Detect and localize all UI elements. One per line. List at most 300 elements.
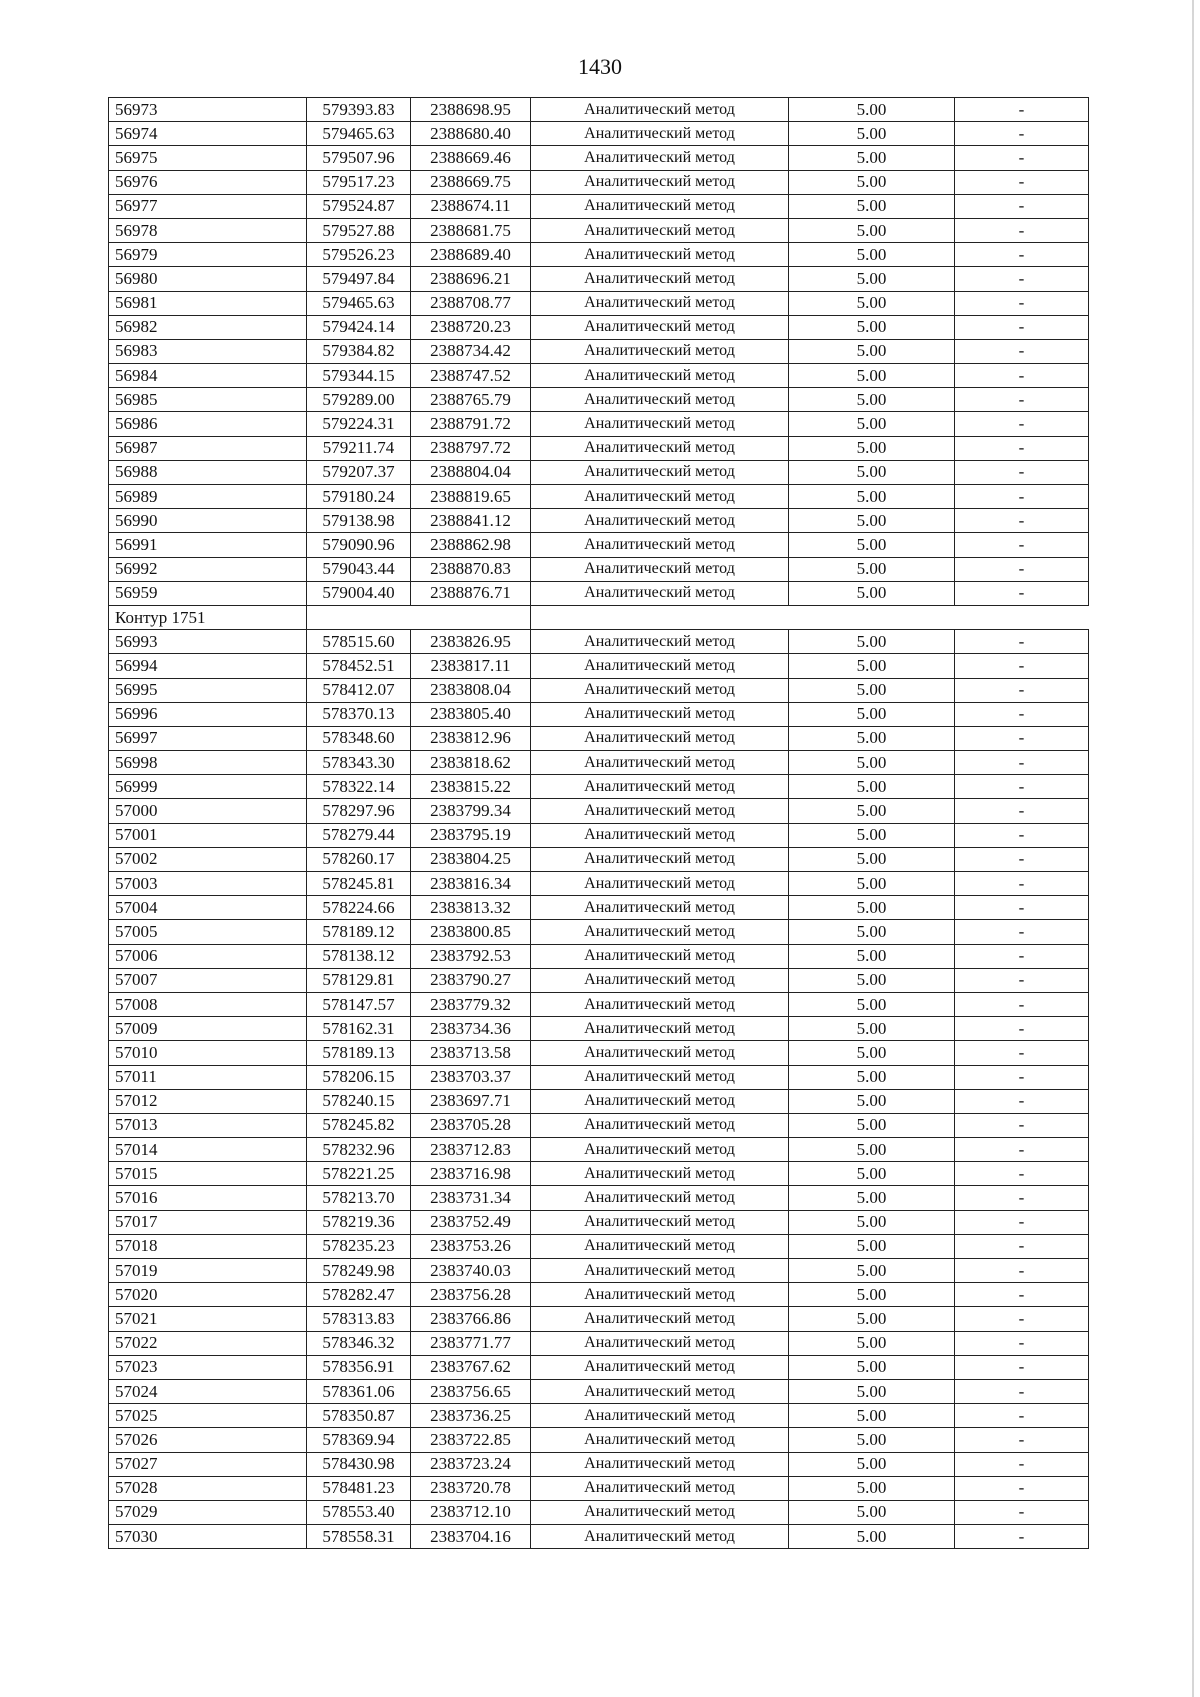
table-row: [109, 1234, 1089, 1258]
note-cell: -: [955, 1138, 1089, 1162]
x-coordinate-cell: 578245.82: [307, 1113, 411, 1137]
table-row: [109, 122, 1089, 146]
accuracy-cell: 5.00: [789, 122, 955, 146]
y-coordinate-cell: 2383704.16: [411, 1525, 531, 1549]
contour-header-row: [109, 605, 1089, 629]
method-cell: Аналитический метод: [531, 194, 789, 218]
y-coordinate-cell: 2383799.34: [411, 799, 531, 823]
note-cell: -: [955, 1476, 1089, 1500]
note-cell: -: [955, 896, 1089, 920]
note-cell: -: [955, 1331, 1089, 1355]
note-cell: -: [955, 1089, 1089, 1113]
note-cell: -: [955, 1452, 1089, 1476]
note-cell: -: [955, 775, 1089, 799]
point-id-cell: 56984: [109, 364, 307, 388]
accuracy-cell: 5.00: [789, 678, 955, 702]
method-cell: Аналитический метод: [531, 509, 789, 533]
accuracy-cell: 5.00: [789, 968, 955, 992]
point-id-cell: 56991: [109, 533, 307, 557]
x-coordinate-cell: 578219.36: [307, 1210, 411, 1234]
note-cell: -: [955, 1065, 1089, 1089]
x-coordinate-cell: 579526.23: [307, 243, 411, 267]
note-cell: -: [955, 847, 1089, 871]
point-id-cell: 56995: [109, 678, 307, 702]
method-cell: Аналитический метод: [531, 1331, 789, 1355]
x-coordinate-cell: 578138.12: [307, 944, 411, 968]
point-id-cell: 56979: [109, 243, 307, 267]
accuracy-cell: 5.00: [789, 1041, 955, 1065]
table-row: [109, 823, 1089, 847]
table-row: [109, 630, 1089, 654]
point-id-cell: 57022: [109, 1331, 307, 1355]
accuracy-cell: 5.00: [789, 630, 955, 654]
x-coordinate-cell: 578515.60: [307, 630, 411, 654]
x-coordinate-cell: 578245.81: [307, 872, 411, 896]
table-row: [109, 847, 1089, 871]
x-coordinate-cell: 578346.32: [307, 1331, 411, 1355]
method-cell: Аналитический метод: [531, 388, 789, 412]
note-cell: -: [955, 678, 1089, 702]
y-coordinate-cell: 2383792.53: [411, 944, 531, 968]
note-cell: -: [955, 412, 1089, 436]
y-coordinate-cell: 2383752.49: [411, 1210, 531, 1234]
note-cell: -: [955, 1162, 1089, 1186]
table-row: [109, 146, 1089, 170]
table-row: [109, 751, 1089, 775]
method-cell: Аналитический метод: [531, 726, 789, 750]
table-row: [109, 775, 1089, 799]
note-cell: -: [955, 992, 1089, 1016]
table-row: [109, 992, 1089, 1016]
accuracy-cell: 5.00: [789, 1452, 955, 1476]
method-cell: Аналитический метод: [531, 1017, 789, 1041]
accuracy-cell: 5.00: [789, 170, 955, 194]
note-cell: -: [955, 509, 1089, 533]
accuracy-cell: 5.00: [789, 98, 955, 122]
y-coordinate-cell: 2383736.25: [411, 1404, 531, 1428]
method-cell: Аналитический метод: [531, 1428, 789, 1452]
accuracy-cell: 5.00: [789, 557, 955, 581]
x-coordinate-cell: 579527.88: [307, 218, 411, 242]
method-cell: Аналитический метод: [531, 1234, 789, 1258]
note-cell: -: [955, 920, 1089, 944]
method-cell: Аналитический метод: [531, 1138, 789, 1162]
y-coordinate-cell: 2388765.79: [411, 388, 531, 412]
point-id-cell: 56982: [109, 315, 307, 339]
note-cell: -: [955, 243, 1089, 267]
y-coordinate-cell: 2383805.40: [411, 702, 531, 726]
y-coordinate-cell: 2388747.52: [411, 364, 531, 388]
point-id-cell: 57011: [109, 1065, 307, 1089]
x-coordinate-cell: 578232.96: [307, 1138, 411, 1162]
method-cell: Аналитический метод: [531, 1210, 789, 1234]
note-cell: -: [955, 460, 1089, 484]
x-coordinate-cell: 579211.74: [307, 436, 411, 460]
note-cell: -: [955, 315, 1089, 339]
method-cell: Аналитический метод: [531, 872, 789, 896]
accuracy-cell: 5.00: [789, 1234, 955, 1258]
coordinates-table: [108, 97, 1089, 1549]
y-coordinate-cell: 2383771.77: [411, 1331, 531, 1355]
note-cell: -: [955, 799, 1089, 823]
accuracy-cell: 5.00: [789, 1162, 955, 1186]
table-row: [109, 315, 1089, 339]
accuracy-cell: 5.00: [789, 1138, 955, 1162]
method-cell: Аналитический метод: [531, 170, 789, 194]
method-cell: Аналитический метод: [531, 533, 789, 557]
x-coordinate-cell: 579465.63: [307, 291, 411, 315]
accuracy-cell: 5.00: [789, 1476, 955, 1500]
x-coordinate-cell: 579344.15: [307, 364, 411, 388]
y-coordinate-cell: 2383712.83: [411, 1138, 531, 1162]
x-coordinate-cell: 579004.40: [307, 581, 411, 605]
point-id-cell: 56975: [109, 146, 307, 170]
note-cell: -: [955, 388, 1089, 412]
table-row: [109, 267, 1089, 291]
x-coordinate-cell: 579393.83: [307, 98, 411, 122]
method-cell: Аналитический метод: [531, 1283, 789, 1307]
method-cell: Аналитический метод: [531, 364, 789, 388]
note-cell: -: [955, 1500, 1089, 1524]
point-id-cell: 57020: [109, 1283, 307, 1307]
method-cell: Аналитический метод: [531, 799, 789, 823]
point-id-cell: 57005: [109, 920, 307, 944]
x-coordinate-cell: 578224.66: [307, 896, 411, 920]
y-coordinate-cell: 2383808.04: [411, 678, 531, 702]
method-cell: Аналитический метод: [531, 339, 789, 363]
table-row: [109, 218, 1089, 242]
table-row: [109, 388, 1089, 412]
table-row: [109, 1113, 1089, 1137]
table-row: [109, 654, 1089, 678]
method-cell: Аналитический метод: [531, 1162, 789, 1186]
method-cell: Аналитический метод: [531, 267, 789, 291]
method-cell: Аналитический метод: [531, 98, 789, 122]
accuracy-cell: 5.00: [789, 847, 955, 871]
contour-blank-cell: [307, 605, 531, 629]
y-coordinate-cell: 2383800.85: [411, 920, 531, 944]
accuracy-cell: 5.00: [789, 1017, 955, 1041]
point-id-cell: 57001: [109, 823, 307, 847]
table-row: [109, 1186, 1089, 1210]
accuracy-cell: 5.00: [789, 1525, 955, 1549]
note-cell: -: [955, 364, 1089, 388]
table-row: [109, 896, 1089, 920]
point-id-cell: 57016: [109, 1186, 307, 1210]
x-coordinate-cell: 579090.96: [307, 533, 411, 557]
table-row: [109, 170, 1089, 194]
y-coordinate-cell: 2383795.19: [411, 823, 531, 847]
method-cell: Аналитический метод: [531, 823, 789, 847]
method-cell: Аналитический метод: [531, 751, 789, 775]
y-coordinate-cell: 2383826.95: [411, 630, 531, 654]
y-coordinate-cell: 2383712.10: [411, 1500, 531, 1524]
y-coordinate-cell: 2388681.75: [411, 218, 531, 242]
point-id-cell: 56990: [109, 509, 307, 533]
x-coordinate-cell: 578430.98: [307, 1452, 411, 1476]
x-coordinate-cell: 578129.81: [307, 968, 411, 992]
table-row: [109, 1404, 1089, 1428]
point-id-cell: 56987: [109, 436, 307, 460]
point-id-cell: 57021: [109, 1307, 307, 1331]
method-cell: Аналитический метод: [531, 1500, 789, 1524]
method-cell: Аналитический метод: [531, 1089, 789, 1113]
table-row: [109, 1210, 1089, 1234]
table-row: [109, 1089, 1089, 1113]
accuracy-cell: 5.00: [789, 218, 955, 242]
point-id-cell: 57009: [109, 1017, 307, 1041]
point-id-cell: 56973: [109, 98, 307, 122]
accuracy-cell: 5.00: [789, 1307, 955, 1331]
method-cell: Аналитический метод: [531, 122, 789, 146]
x-coordinate-cell: 578147.57: [307, 992, 411, 1016]
method-cell: Аналитический метод: [531, 218, 789, 242]
table-row: [109, 1379, 1089, 1403]
method-cell: Аналитический метод: [531, 315, 789, 339]
y-coordinate-cell: 2383740.03: [411, 1259, 531, 1283]
note-cell: -: [955, 630, 1089, 654]
accuracy-cell: 5.00: [789, 1210, 955, 1234]
point-id-cell: 57015: [109, 1162, 307, 1186]
point-id-cell: 56989: [109, 485, 307, 509]
y-coordinate-cell: 2388680.40: [411, 122, 531, 146]
x-coordinate-cell: 578297.96: [307, 799, 411, 823]
x-coordinate-cell: 578260.17: [307, 847, 411, 871]
table-row: [109, 920, 1089, 944]
accuracy-cell: 5.00: [789, 1283, 955, 1307]
contour-empty-cell: [531, 605, 1089, 629]
point-id-cell: 56988: [109, 460, 307, 484]
y-coordinate-cell: 2388819.65: [411, 485, 531, 509]
method-cell: Аналитический метод: [531, 460, 789, 484]
note-cell: -: [955, 1525, 1089, 1549]
x-coordinate-cell: 579043.44: [307, 557, 411, 581]
accuracy-cell: 5.00: [789, 654, 955, 678]
note-cell: -: [955, 1186, 1089, 1210]
y-coordinate-cell: 2388669.75: [411, 170, 531, 194]
x-coordinate-cell: 578249.98: [307, 1259, 411, 1283]
point-id-cell: 57029: [109, 1500, 307, 1524]
table-row: [109, 702, 1089, 726]
note-cell: -: [955, 291, 1089, 315]
x-coordinate-cell: 579289.00: [307, 388, 411, 412]
x-coordinate-cell: 578282.47: [307, 1283, 411, 1307]
accuracy-cell: 5.00: [789, 485, 955, 509]
method-cell: Аналитический метод: [531, 630, 789, 654]
accuracy-cell: 5.00: [789, 291, 955, 315]
method-cell: Аналитический метод: [531, 581, 789, 605]
note-cell: -: [955, 267, 1089, 291]
point-id-cell: 57027: [109, 1452, 307, 1476]
accuracy-cell: 5.00: [789, 581, 955, 605]
x-coordinate-cell: 579517.23: [307, 170, 411, 194]
point-id-cell: 56999: [109, 775, 307, 799]
y-coordinate-cell: 2383734.36: [411, 1017, 531, 1041]
method-cell: Аналитический метод: [531, 1379, 789, 1403]
table-row: [109, 968, 1089, 992]
point-id-cell: 56986: [109, 412, 307, 436]
method-cell: Аналитический метод: [531, 291, 789, 315]
y-coordinate-cell: 2383766.86: [411, 1307, 531, 1331]
point-id-cell: 57013: [109, 1113, 307, 1137]
x-coordinate-cell: 578240.15: [307, 1089, 411, 1113]
note-cell: -: [955, 194, 1089, 218]
table-row: [109, 1355, 1089, 1379]
table-row: [109, 291, 1089, 315]
x-coordinate-cell: 578206.15: [307, 1065, 411, 1089]
note-cell: -: [955, 726, 1089, 750]
table-row: [109, 1017, 1089, 1041]
point-id-cell: 57026: [109, 1428, 307, 1452]
method-cell: Аналитический метод: [531, 412, 789, 436]
note-cell: -: [955, 170, 1089, 194]
table-row: [109, 339, 1089, 363]
method-cell: Аналитический метод: [531, 992, 789, 1016]
method-cell: Аналитический метод: [531, 1476, 789, 1500]
table-row: [109, 1065, 1089, 1089]
page-number: 1430: [578, 54, 622, 79]
y-coordinate-cell: 2383731.34: [411, 1186, 531, 1210]
note-cell: -: [955, 339, 1089, 363]
point-id-cell: 56997: [109, 726, 307, 750]
accuracy-cell: 5.00: [789, 243, 955, 267]
table-row: [109, 1331, 1089, 1355]
x-coordinate-cell: 578221.25: [307, 1162, 411, 1186]
y-coordinate-cell: 2383790.27: [411, 968, 531, 992]
point-id-cell: 56992: [109, 557, 307, 581]
table-row: [109, 581, 1089, 605]
point-id-cell: 57025: [109, 1404, 307, 1428]
accuracy-cell: 5.00: [789, 823, 955, 847]
x-coordinate-cell: 578558.31: [307, 1525, 411, 1549]
point-id-cell: 56998: [109, 751, 307, 775]
y-coordinate-cell: 2383723.24: [411, 1452, 531, 1476]
point-id-cell: 56994: [109, 654, 307, 678]
x-coordinate-cell: 579224.31: [307, 412, 411, 436]
point-id-cell: 56993: [109, 630, 307, 654]
table-row: [109, 1500, 1089, 1524]
point-id-cell: 57017: [109, 1210, 307, 1234]
table-row: [109, 436, 1089, 460]
note-cell: -: [955, 122, 1089, 146]
table-row: [109, 1525, 1089, 1549]
table-row: [109, 533, 1089, 557]
note-cell: -: [955, 557, 1089, 581]
x-coordinate-cell: 578350.87: [307, 1404, 411, 1428]
accuracy-cell: 5.00: [789, 1331, 955, 1355]
y-coordinate-cell: 2383713.58: [411, 1041, 531, 1065]
method-cell: Аналитический метод: [531, 775, 789, 799]
y-coordinate-cell: 2383756.65: [411, 1379, 531, 1403]
point-id-cell: 57006: [109, 944, 307, 968]
accuracy-cell: 5.00: [789, 1113, 955, 1137]
table-row: [109, 412, 1089, 436]
y-coordinate-cell: 2388669.46: [411, 146, 531, 170]
x-coordinate-cell: 578279.44: [307, 823, 411, 847]
method-cell: Аналитический метод: [531, 243, 789, 267]
method-cell: Аналитический метод: [531, 968, 789, 992]
x-coordinate-cell: 578553.40: [307, 1500, 411, 1524]
x-coordinate-cell: 578348.60: [307, 726, 411, 750]
x-coordinate-cell: 578162.31: [307, 1017, 411, 1041]
y-coordinate-cell: 2383716.98: [411, 1162, 531, 1186]
x-coordinate-cell: 579207.37: [307, 460, 411, 484]
note-cell: -: [955, 1259, 1089, 1283]
accuracy-cell: 5.00: [789, 533, 955, 557]
accuracy-cell: 5.00: [789, 944, 955, 968]
method-cell: Аналитический метод: [531, 1065, 789, 1089]
method-cell: Аналитический метод: [531, 678, 789, 702]
table-row: [109, 460, 1089, 484]
table-row: [109, 1259, 1089, 1283]
x-coordinate-cell: 578452.51: [307, 654, 411, 678]
point-id-cell: 56974: [109, 122, 307, 146]
y-coordinate-cell: 2388804.04: [411, 460, 531, 484]
table-row: [109, 557, 1089, 581]
y-coordinate-cell: 2383816.34: [411, 872, 531, 896]
y-coordinate-cell: 2388841.12: [411, 509, 531, 533]
note-cell: -: [955, 218, 1089, 242]
accuracy-cell: 5.00: [789, 146, 955, 170]
x-coordinate-cell: 579424.14: [307, 315, 411, 339]
accuracy-cell: 5.00: [789, 460, 955, 484]
method-cell: Аналитический метод: [531, 847, 789, 871]
note-cell: -: [955, 485, 1089, 509]
y-coordinate-cell: 2388876.71: [411, 581, 531, 605]
y-coordinate-cell: 2388870.83: [411, 557, 531, 581]
table-row: [109, 726, 1089, 750]
table-row: [109, 872, 1089, 896]
point-id-cell: 56983: [109, 339, 307, 363]
table-row: [109, 678, 1089, 702]
x-coordinate-cell: 579384.82: [307, 339, 411, 363]
note-cell: -: [955, 823, 1089, 847]
x-coordinate-cell: 578361.06: [307, 1379, 411, 1403]
note-cell: -: [955, 581, 1089, 605]
note-cell: -: [955, 1307, 1089, 1331]
accuracy-cell: 5.00: [789, 194, 955, 218]
y-coordinate-cell: 2388734.42: [411, 339, 531, 363]
y-coordinate-cell: 2388696.21: [411, 267, 531, 291]
method-cell: Аналитический метод: [531, 702, 789, 726]
x-coordinate-cell: 578189.13: [307, 1041, 411, 1065]
accuracy-cell: 5.00: [789, 1355, 955, 1379]
y-coordinate-cell: 2388708.77: [411, 291, 531, 315]
x-coordinate-cell: 579465.63: [307, 122, 411, 146]
y-coordinate-cell: 2383697.71: [411, 1089, 531, 1113]
table-row: [109, 194, 1089, 218]
note-cell: -: [955, 944, 1089, 968]
table-row: [109, 364, 1089, 388]
note-cell: -: [955, 968, 1089, 992]
accuracy-cell: 5.00: [789, 388, 955, 412]
accuracy-cell: 5.00: [789, 509, 955, 533]
y-coordinate-cell: 2383818.62: [411, 751, 531, 775]
note-cell: -: [955, 1404, 1089, 1428]
x-coordinate-cell: 578370.13: [307, 702, 411, 726]
accuracy-cell: 5.00: [789, 751, 955, 775]
point-id-cell: 57018: [109, 1234, 307, 1258]
y-coordinate-cell: 2383812.96: [411, 726, 531, 750]
accuracy-cell: 5.00: [789, 364, 955, 388]
accuracy-cell: 5.00: [789, 315, 955, 339]
y-coordinate-cell: 2388698.95: [411, 98, 531, 122]
y-coordinate-cell: 2383722.85: [411, 1428, 531, 1452]
point-id-cell: 57003: [109, 872, 307, 896]
accuracy-cell: 5.00: [789, 1500, 955, 1524]
method-cell: Аналитический метод: [531, 557, 789, 581]
table-row: [109, 1041, 1089, 1065]
